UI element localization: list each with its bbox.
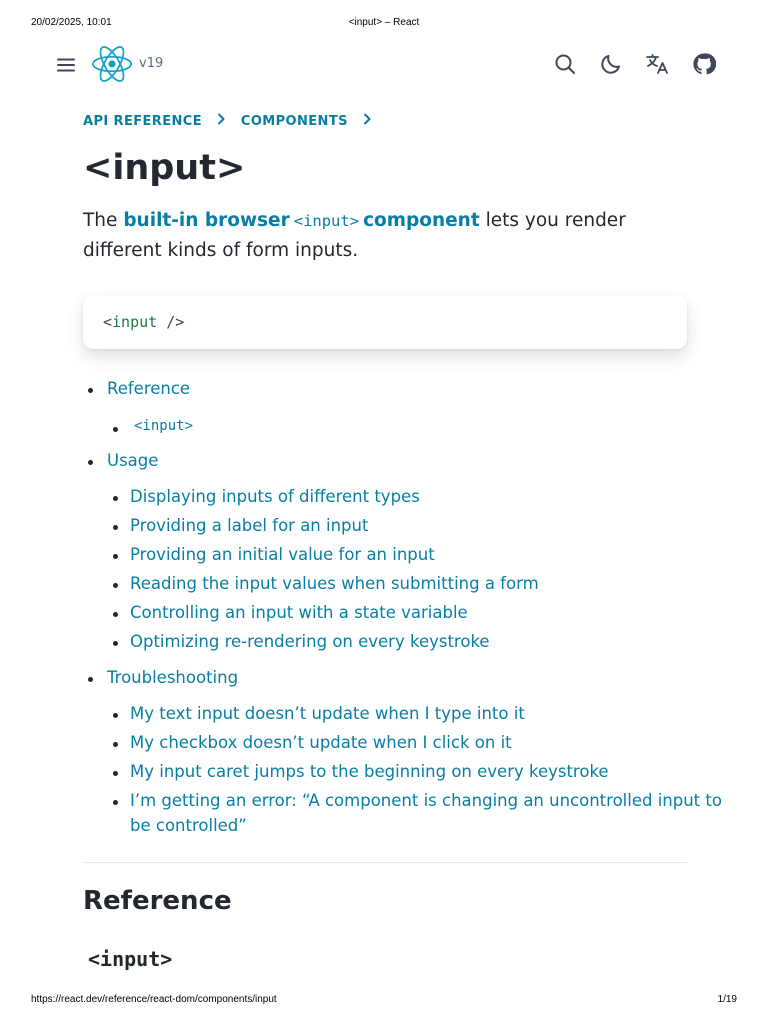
section-heading-reference: Reference <box>83 886 232 916</box>
toc-label: Troubleshooting <box>107 668 239 687</box>
toc-label: Reference <box>107 379 191 398</box>
intro-paragraph <box>83 206 693 266</box>
bullet <box>113 742 118 747</box>
toc-label: <input> <box>134 418 194 434</box>
code-example <box>83 295 687 349</box>
code-tag: input <box>112 313 158 331</box>
intro-link-code: <input> <box>293 212 360 230</box>
bullet <box>88 388 93 393</box>
bullet <box>113 427 118 432</box>
moon-icon[interactable] <box>599 52 623 76</box>
toc-label: My text input doesn’t update when I type into it <box>130 704 525 723</box>
print-page-title: <input> – React <box>348 17 420 28</box>
intro-rest: lets you render different kinds of form inputs. <box>83 210 626 261</box>
bullet <box>88 460 93 465</box>
code-open: < <box>103 313 113 331</box>
intro-link-suffix: component <box>363 210 480 231</box>
version-label[interactable]: v19 <box>139 56 164 71</box>
print-page-number: 1/19 <box>717 994 737 1005</box>
intro-link-text: built-in browser <box>123 210 290 231</box>
bullet <box>113 554 118 559</box>
toc-label: Providing an initial value for an input <box>130 545 435 564</box>
chevron-right-icon <box>362 113 372 125</box>
toc-label: Displaying inputs of different types <box>130 487 420 506</box>
toc-label: My checkbox doesn’t update when I click on it <box>130 733 512 752</box>
print-url: https://react.dev/reference/react-dom/components/input <box>31 994 277 1005</box>
breadcrumb-item-components[interactable]: COMPONENTS <box>240 114 348 129</box>
intro-prefix: The <box>83 210 118 231</box>
bullet <box>113 713 118 718</box>
react-logo-icon[interactable] <box>92 45 132 83</box>
toc-label: Reading the input values when submitting a form <box>130 574 539 593</box>
code-line <box>103 313 184 331</box>
breadcrumb <box>83 113 382 131</box>
bullet <box>113 525 118 530</box>
toc-label: Providing a label for an input <box>130 516 369 535</box>
search-icon[interactable] <box>553 52 577 76</box>
print-footer <box>0 994 768 1008</box>
print-timestamp: 20/02/2025, 10:01 <box>31 17 112 28</box>
toc-label: Optimizing re-rendering on every keystroke <box>130 632 490 651</box>
breadcrumb-item-api-reference[interactable]: API REFERENCE <box>83 114 202 129</box>
translate-icon[interactable] <box>645 52 669 76</box>
bullet <box>113 496 118 501</box>
toc-label: I’m getting an error: “A component is changing an uncontrolled input to <box>130 791 722 810</box>
toc-label: Controlling an input with a state variable <box>130 603 468 622</box>
bullet <box>113 612 118 617</box>
built-in-input-link[interactable] <box>123 210 479 231</box>
page-title: <input> <box>83 148 246 188</box>
section-divider <box>83 862 687 863</box>
bullet <box>113 800 118 805</box>
github-icon[interactable] <box>692 52 716 76</box>
bullet <box>113 771 118 776</box>
bullet <box>113 583 118 588</box>
toc-label: Usage <box>107 451 159 470</box>
subsection-heading-input: <input> <box>88 947 173 971</box>
code-close: /> <box>157 313 185 331</box>
bullet <box>113 641 118 646</box>
bullet <box>88 677 93 682</box>
toc-label: be controlled” <box>130 816 247 835</box>
menu-icon[interactable] <box>54 53 78 77</box>
top-navigation <box>0 40 768 88</box>
chevron-right-icon <box>216 113 226 125</box>
print-header <box>0 17 768 31</box>
toc-label: My input caret jumps to the beginning on every keystroke <box>130 762 609 781</box>
